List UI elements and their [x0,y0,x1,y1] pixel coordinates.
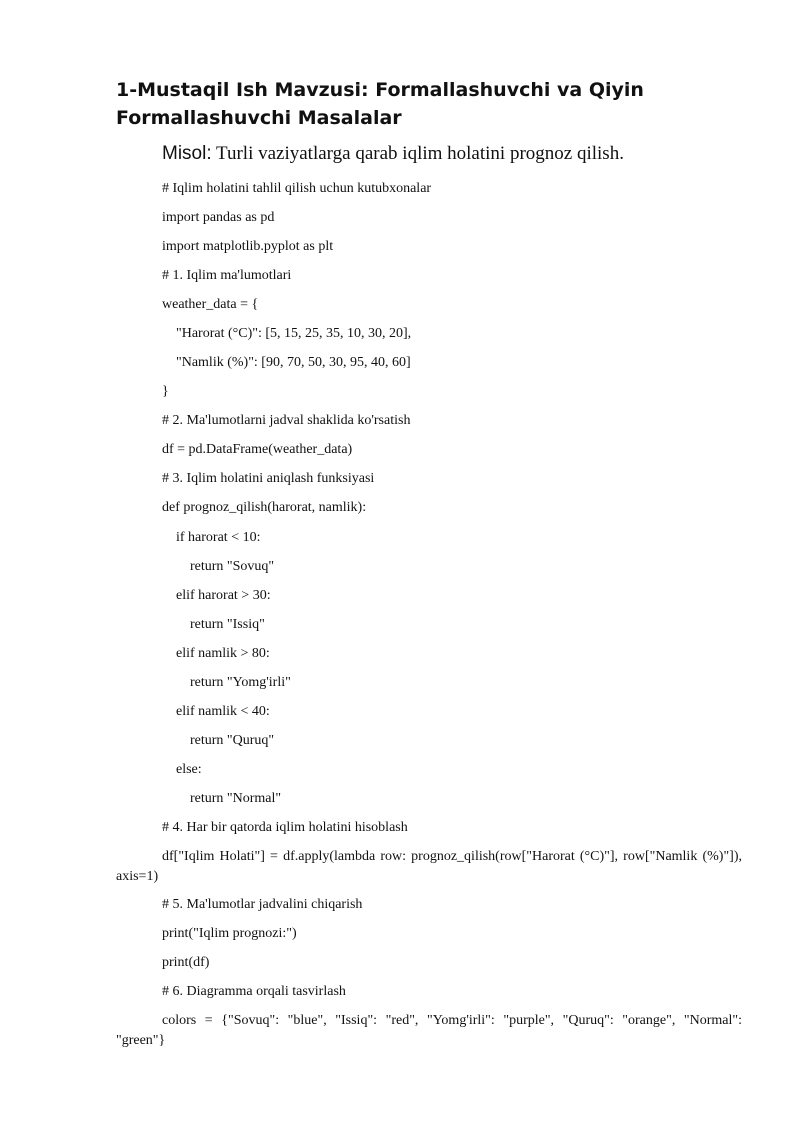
code-line: # 6. Diagramma orqali tasvirlash [162,984,346,999]
code-line: # 1. Iqlim ma'lumotlari [162,268,292,283]
code-line: if harorat < 10: [162,530,261,545]
code-line: "Namlik (%)": [90, 70, 50, 30, 95, 40, 60] [162,355,411,370]
code-line: # 2. Ma'lumotlarni jadval shaklida ko'rsatish [162,413,411,428]
code-line: else: [162,762,202,777]
code-line: # 5. Ma'lumotlar jadvalini chiqarish [162,897,363,912]
code-line: print("Iqlim prognozi:") [162,926,297,941]
code-line: "Harorat (°C)": [5, 15, 25, 35, 10, 30, 20], [162,326,412,341]
code-line: import pandas as pd [162,210,275,225]
code-line: import matplotlib.pyplot as plt [162,239,334,254]
code-line: elif namlik < 40: [162,704,270,719]
code-line-wrapped: df["Iqlim Holati"] = df.apply(lambda row: prognoz_qilish(row["Harorat (°C)"], row["Namlik (%)"]), axis=1) [116,849,742,884]
code-line: elif harorat > 30: [162,588,271,603]
code-line: elif namlik > 80: [162,646,270,661]
code-line: return "Normal" [162,791,282,806]
code-line: df = pd.DataFrame(weather_data) [162,442,353,457]
example-heading [162,143,624,165]
code-line: return "Yomg'irli" [162,675,291,690]
code-line: weather_data = { [162,297,259,312]
code-line: # Iqlim holatini tahlil qilish uchun kutubxonalar [162,181,432,196]
example-label: Misol: [162,143,212,164]
code-line: return "Quruq" [162,733,275,748]
example-text: Turli vaziyatlarga qarab iqlim holatini prognoz qilish. [211,143,624,164]
code-line: return "Sovuq" [162,559,275,574]
code-line: } [162,384,169,399]
code-line: return "Issiq" [162,617,265,632]
code-line-wrapped: colors = {"Sovuq": "blue", "Issiq": "red", "Yomg'irli": "purple", "Quruq": "orange", "Normal": "green"} [116,1013,742,1048]
code-line: # 4. Har bir qatorda iqlim holatini hisoblash [162,820,408,835]
code-line: print(df) [162,955,210,970]
page-title: 1-Mustaqil Ish Mavzusi: Formallashuvchi va Qiyin Formallashuvchi Masalalar [116,79,644,129]
code-line: def prognoz_qilish(harorat, namlik): [162,500,367,515]
code-line: # 3. Iqlim holatini aniqlash funksiyasi [162,471,375,486]
